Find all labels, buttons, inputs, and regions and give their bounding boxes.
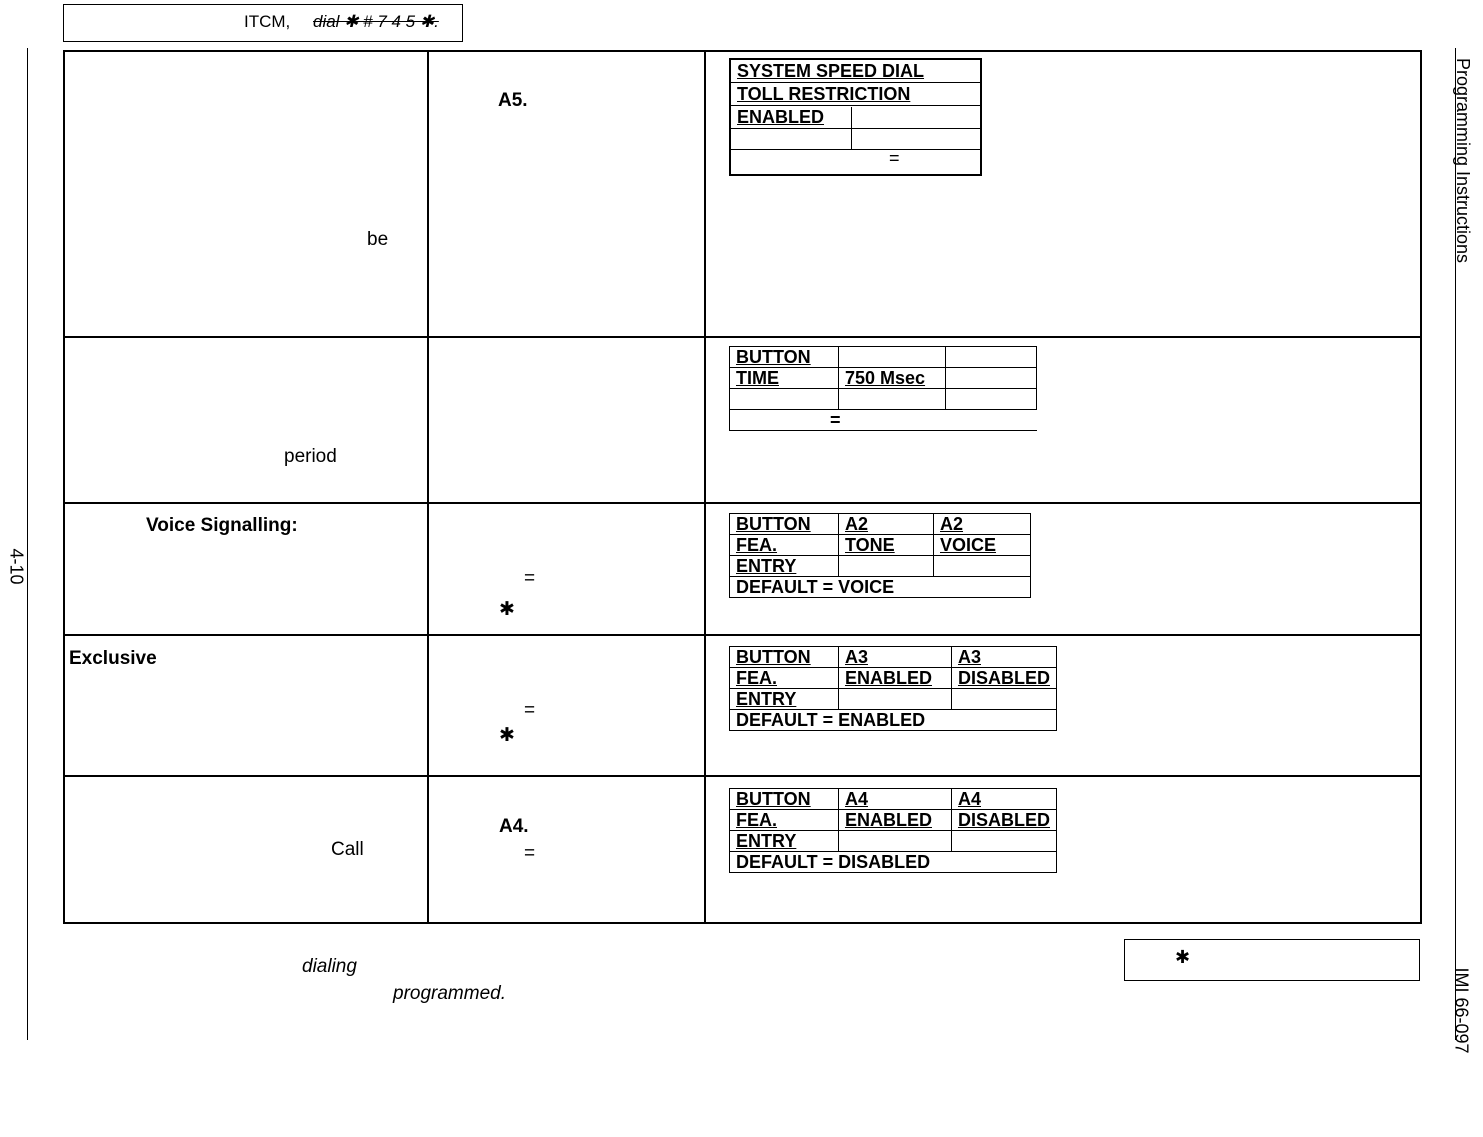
row5-button-label: BUTTON [730,789,839,810]
row5-mid-text: A4. [499,816,529,837]
row3-button-label: BUTTON [730,514,839,535]
row3-default: DEFAULT = VOICE [730,577,1031,598]
footer-programmed: programmed. [393,983,506,1004]
row4-btn2: A3 [951,647,1056,668]
doc-id: IMI 66-097 [1451,967,1472,1054]
row4-btn1: A3 [838,647,951,668]
row3-btn1: A2 [839,514,934,535]
grid-row-divider-4 [63,775,1420,777]
ss-rule-4 [731,149,980,150]
row2-left-text: period [284,446,337,467]
row5-fea2: DISABLED [951,810,1056,831]
grid-row-divider-3 [63,634,1420,636]
row4-option-table [729,646,1057,731]
footer-dialing: dialing [302,956,357,977]
row3-entry-label: ENTRY [730,556,839,577]
row2-time-label: TIME [730,368,839,389]
row5-default: DEFAULT = DISABLED [730,852,1057,873]
grid-col-divider-2 [704,50,706,922]
ss-rule-2 [731,105,980,106]
row2-option-table [729,346,1037,431]
section-title: Programming Instructions [1453,57,1474,264]
grid-col-divider-1 [427,50,429,922]
row4-button-label: BUTTON [730,647,839,668]
row4-fea-label: FEA. [730,668,839,689]
row3-mid-star: ✱ [499,599,515,620]
row5-entry-label: ENTRY [730,831,839,852]
header-itcm: ITCM, [244,12,291,31]
row5-btn2: A4 [951,789,1056,810]
row5-btn1: A4 [838,789,951,810]
page-number: 4-10 [6,548,27,585]
row4-mid-star: ✱ [499,725,515,746]
row3-fea2: VOICE [934,535,1031,556]
row3-option-table [729,513,1031,598]
row2-time-value: 750 Msec [839,368,946,389]
system-speed-dial-table [729,58,982,176]
row3-fea1: TONE [839,535,934,556]
row5-mid-eq: = [524,843,536,864]
row3-btn2: A2 [934,514,1031,535]
row3-fea-label: FEA. [730,535,839,556]
row3-mid-eq: = [524,568,536,589]
row2-eq: = [730,410,1037,431]
row4-left-text: Exclusive [69,648,157,669]
header-dial-code: dial ✱ # 7 4 5 ✱. [313,12,439,31]
row4-fea1: ENABLED [838,668,951,689]
ss-rule-1 [731,82,980,83]
row1-mid-text: A5. [498,90,528,111]
ss-line-3: ENABLED [737,107,825,127]
row4-default: DEFAULT = ENABLED [730,710,1057,731]
ss-col-rule [851,107,852,149]
row4-fea2: DISABLED [951,668,1056,689]
footer-box-star: ✱ [1175,947,1191,967]
ss-rule-3 [731,128,980,129]
row4-entry-label: ENTRY [730,689,839,710]
ss-line-1: SYSTEM SPEED DIAL [737,61,925,81]
footer-box [1124,939,1420,981]
row3-left-text: Voice Signalling: [146,515,298,536]
grid-row-divider-1 [63,336,1420,338]
left-margin-rule [27,48,28,1040]
row5-left-text: Call [331,839,364,860]
row5-fea-label: FEA. [730,810,839,831]
row5-option-table [729,788,1057,873]
grid-row-divider-2 [63,502,1420,504]
row1-left-text: be [367,229,389,250]
row5-fea1: ENABLED [838,810,951,831]
ss-eq: = [889,148,900,168]
row2-button-label: BUTTON [730,347,839,368]
ss-line-2: TOLL RESTRICTION [737,84,911,104]
row4-mid-eq: = [524,700,536,721]
